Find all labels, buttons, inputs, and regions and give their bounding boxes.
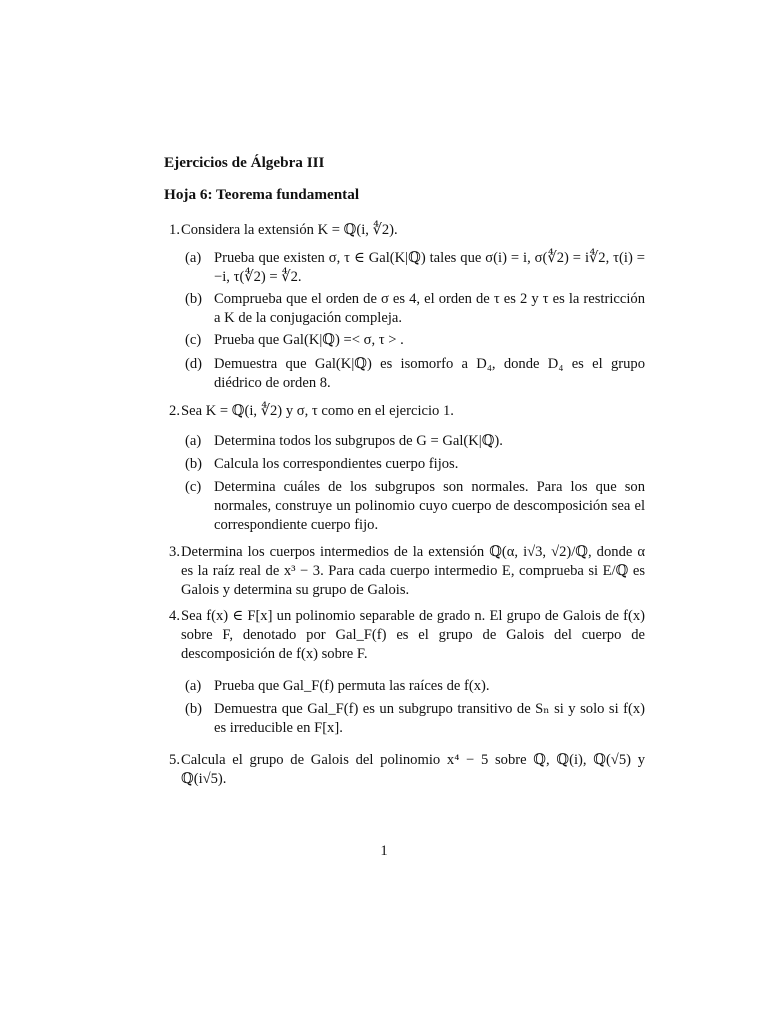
exercise-text: Considera la extensión K = ℚ(i, ∜2). [181, 222, 398, 238]
item-text: Prueba que existen σ, τ ∈ Gal(K|ℚ) tales que σ(i) = i, σ(∜2) = i∜2, τ(i) = −i, τ(∜2) = ∜2. [214, 250, 645, 285]
course-title: Ejercicios de Álgebra III [164, 154, 325, 171]
exercise-4-item-b [185, 700, 645, 738]
exercise-2-item-b [185, 455, 645, 474]
exercise-text: Sea K = ℚ(i, ∜2) y σ, τ como en el ejercicio 1. [181, 403, 454, 419]
item-label: (c) [185, 332, 202, 348]
page-number: 1 [380, 843, 388, 859]
item-label: (a) [185, 433, 202, 449]
exercise-number: 3. [169, 544, 180, 560]
item-label: (b) [185, 291, 203, 307]
exercise-text: Calcula el grupo de Galois del polinomio x⁴ − 5 sobre ℚ, ℚ(i), ℚ(√5) y ℚ(i√5). [181, 752, 645, 787]
exercise-number: 1. [169, 222, 180, 238]
exercise-number: 5. [169, 752, 180, 768]
item-label: (b) [185, 456, 203, 472]
exercise-number: 4. [169, 608, 180, 624]
item-text: Calcula los correspondientes cuerpo fijos. [214, 456, 459, 472]
item-label: (a) [185, 678, 202, 694]
item-label: (c) [185, 479, 202, 495]
item-text: Determina cuáles de los subgrupos son normales. Para los que son normales, construye un polinomio cuyo cuerpo de descomposición sea el correspondiente cuerpo fijo. [214, 479, 645, 533]
exercise-1-item-a [185, 249, 645, 287]
item-text: Demuestra que Gal(K|ℚ) es isomorfo a D₄, donde D₄ es el grupo diédrico de orden 8. [214, 356, 645, 391]
item-text: Demuestra que Gal_F(f) es un subgrupo transitivo de Sₙ si y solo si f(x) es irreducible en F[x]. [214, 701, 645, 736]
exercise-text: Sea f(x) ∈ F[x] un polinomio separable de grado n. El grupo de Galois de f(x) sobre F, denotado por Gal_F(f) es el grupo de Galois del cuerpo de descomposición de f(x) sobre F. [181, 608, 645, 662]
exercise-1-item-b [185, 290, 645, 328]
item-label: (b) [185, 701, 203, 717]
exercise-2-item-c [185, 478, 645, 535]
exercise-5 [160, 751, 645, 789]
item-text: Determina todos los subgrupos de G = Gal(K|ℚ). [214, 433, 503, 449]
exercise-4 [160, 607, 645, 664]
item-text: Prueba que Gal_F(f) permuta las raíces de f(x). [214, 678, 490, 694]
exercise-1-item-c [185, 331, 645, 350]
item-label: (a) [185, 250, 202, 266]
item-text: Prueba que Gal(K|ℚ) =< σ, τ > . [214, 332, 404, 348]
exercise-3 [160, 543, 645, 600]
sheet-title: Hoja 6: Teorema fundamental [164, 186, 360, 203]
exercise-1-item-d [185, 355, 645, 393]
exercise-2-item-a [185, 432, 645, 451]
item-label: (d) [185, 356, 203, 372]
item-text: Comprueba que el orden de σ es 4, el orden de τ es 2 y τ es la restricción a K de la conjugación compleja. [214, 291, 645, 326]
exercise-2 [160, 402, 645, 421]
exercise-text: Determina los cuerpos intermedios de la extensión ℚ(α, i√3, √2)/ℚ, donde α es la raíz real de x³ − 3. Para cada cuerpo intermedio E, comprueba si E/ℚ es Galois y determina su grupo de Galois. [181, 544, 645, 598]
exercise-number: 2. [169, 403, 180, 419]
exercise-1 [160, 221, 645, 240]
exercise-4-item-a [185, 677, 645, 696]
